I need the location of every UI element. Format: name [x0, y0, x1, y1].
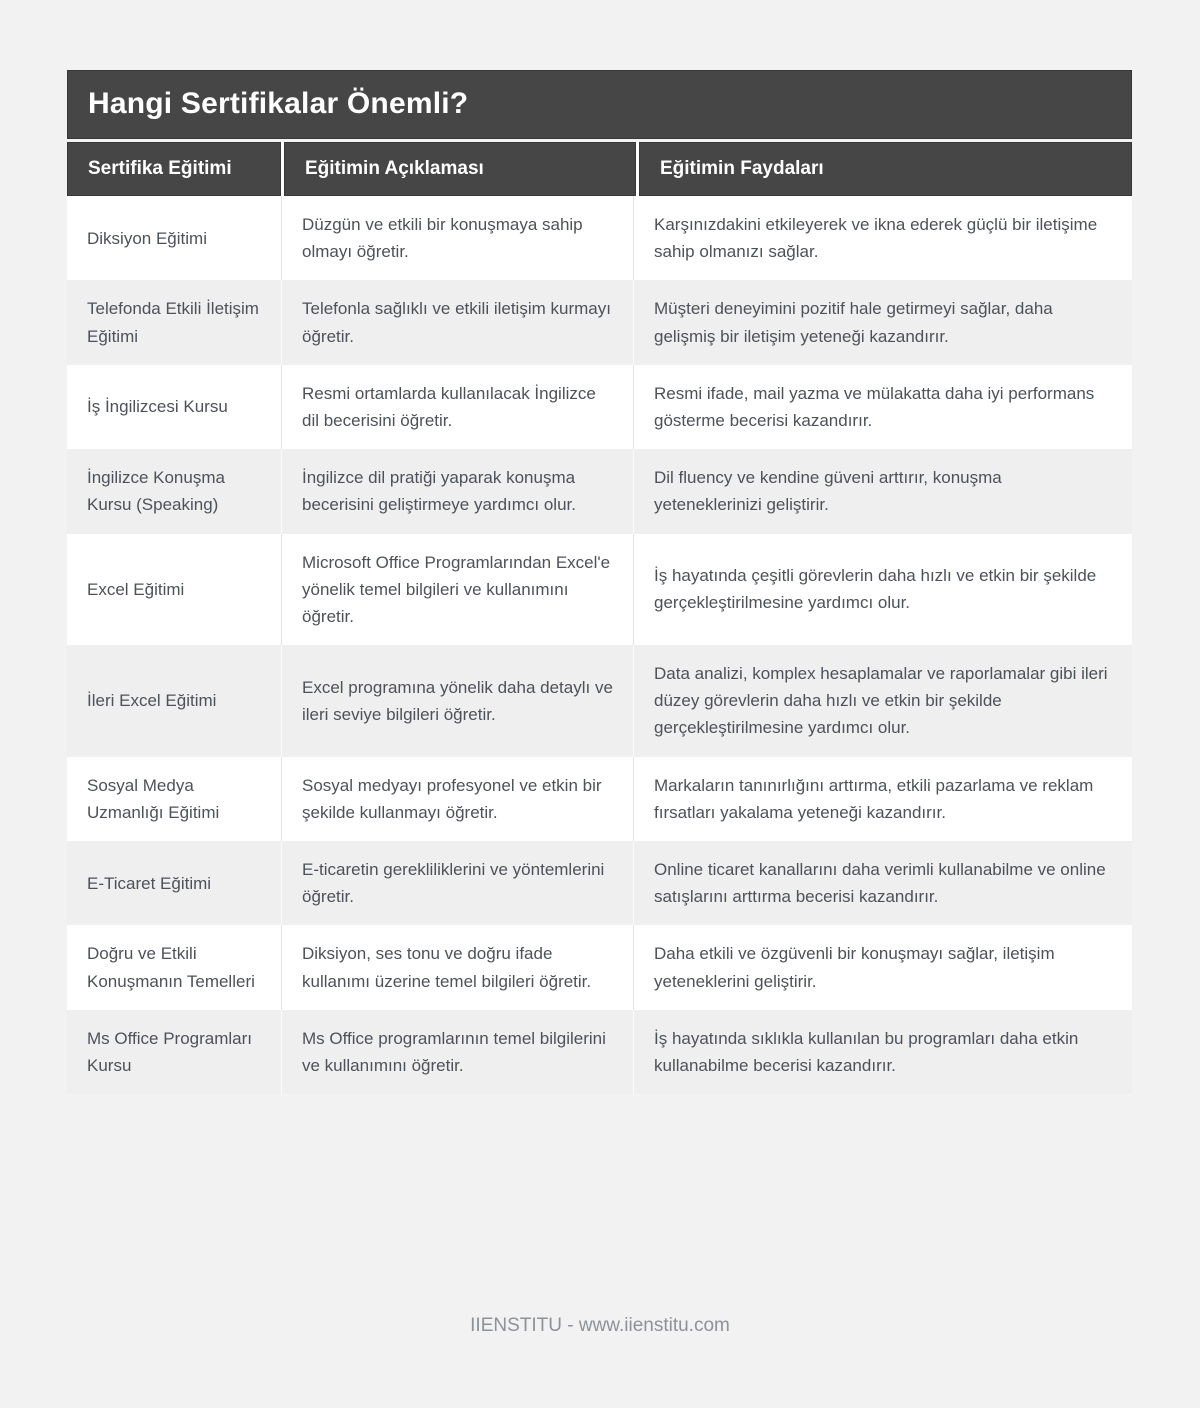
table-row	[67, 534, 1132, 646]
table-header-row	[67, 142, 1132, 196]
cell-training-name: Ms Office Programları Kursu	[87, 1028, 253, 1075]
table-row	[67, 1010, 1132, 1094]
cell-training-name: Excel Eğitimi	[87, 579, 185, 599]
cell-training-name: Diksiyon Eğitimi	[87, 228, 207, 248]
table-row	[67, 449, 1132, 533]
cell-training-description: Resmi ortamlarda kullanılacak İngilizce dil becerisini öğretir.	[281, 365, 633, 449]
cell-training-benefits: Karşınızdakini etkileyerek ve ikna ederek güçlü bir iletişime sahip olmanızı sağlar.	[633, 196, 1132, 280]
cell-training-benefits: İş hayatında sıklıkla kullanılan bu programları daha etkin kullanabilme becerisi kazandırır.	[633, 1010, 1132, 1094]
cell-training-name: İngilizce Konuşma Kursu (Speaking)	[87, 468, 225, 515]
cell-training-benefits: Data analizi, komplex hesaplamalar ve raporlamalar gibi ileri düzey görevlerin daha hızlı ve etkin bir şekilde gerçekleştirilmesine yardımcı olur.	[633, 645, 1132, 757]
cell-training-benefits: İş hayatında çeşitli görevlerin daha hızlı ve etkin bir şekilde gerçekleştirilmesine yardımcı olur.	[633, 534, 1132, 646]
table-body	[67, 196, 1132, 1094]
table-row	[67, 645, 1132, 757]
cell-training-description: Excel programına yönelik daha detaylı ve ileri seviye bilgileri öğretir.	[281, 645, 633, 757]
cell-training-benefits: Daha etkili ve özgüvenli bir konuşmayı sağlar, iletişim yeteneklerini geliştirir.	[633, 925, 1132, 1009]
cell-training-description: Ms Office programlarının temel bilgilerini ve kullanımını öğretir.	[281, 1010, 633, 1094]
table-row	[67, 757, 1132, 841]
table-row	[67, 841, 1132, 925]
certificates-table	[67, 70, 1132, 1094]
cell-training-description: E-ticaretin gerekliliklerini ve yöntemlerini öğretir.	[281, 841, 633, 925]
cell-training-name: Telefonda Etkili İletişim Eğitimi	[87, 299, 259, 346]
cell-training-description: Telefonla sağlıklı ve etkili iletişim kurmayı öğretir.	[281, 280, 633, 364]
cell-training-name: İş İngilizcesi Kursu	[87, 397, 228, 417]
cell-training-benefits: Dil fluency ve kendine güveni arttırır, konuşma yeteneklerinizi geliştirir.	[633, 449, 1132, 533]
table-row	[67, 365, 1132, 449]
table-row	[67, 280, 1132, 364]
cell-training-name: Sosyal Medya Uzmanlığı Eğitimi	[87, 775, 220, 822]
cell-training-description: Diksiyon, ses tonu ve doğru ifade kullanımı üzerine temel bilgileri öğretir.	[281, 925, 633, 1009]
cell-training-description: İngilizce dil pratiği yaparak konuşma becerisini geliştirmeye yardımcı olur.	[281, 449, 633, 533]
cell-training-description: Sosyal medyayı profesyonel ve etkin bir şekilde kullanmayı öğretir.	[281, 757, 633, 841]
cell-training-benefits: Markaların tanınırlığını arttırma, etkili pazarlama ve reklam fırsatları yakalama yeteneği kazandırır.	[633, 757, 1132, 841]
cell-training-benefits: Online ticaret kanallarını daha verimli kullanabilme ve online satışlarını arttırma becerisi kazandırır.	[633, 841, 1132, 925]
cell-training-benefits: Müşteri deneyimini pozitif hale getirmeyi sağlar, daha gelişmiş bir iletişim yeteneği kazandırır.	[633, 280, 1132, 364]
table-row	[67, 196, 1132, 280]
cell-training-description: Microsoft Office Programlarından Excel'e yönelik temel bilgileri ve kullanımını öğretir.	[281, 534, 633, 646]
column-header-egitimin-aciklamasi: Eğitimin Açıklaması	[284, 142, 636, 196]
cell-training-name: İleri Excel Eğitimi	[87, 691, 217, 711]
cell-training-name: Doğru ve Etkili Konuşmanın Temelleri	[87, 944, 255, 991]
table-row	[67, 925, 1132, 1009]
column-header-sertifika-egitimi: Sertifika Eğitimi	[67, 142, 281, 196]
cell-training-benefits: Resmi ifade, mail yazma ve mülakatta daha iyi performans gösterme becerisi kazandırır.	[633, 365, 1132, 449]
cell-training-description: Düzgün ve etkili bir konuşmaya sahip olmayı öğretir.	[281, 196, 633, 280]
page-title: Hangi Sertifikalar Önemli?	[67, 70, 1132, 139]
cell-training-name: E-Ticaret Eğitimi	[87, 873, 212, 893]
column-header-egitimin-faydalari: Eğitimin Faydaları	[639, 142, 1132, 196]
footer-credit: IIENSTITU - www.iienstitu.com	[470, 1315, 730, 1336]
